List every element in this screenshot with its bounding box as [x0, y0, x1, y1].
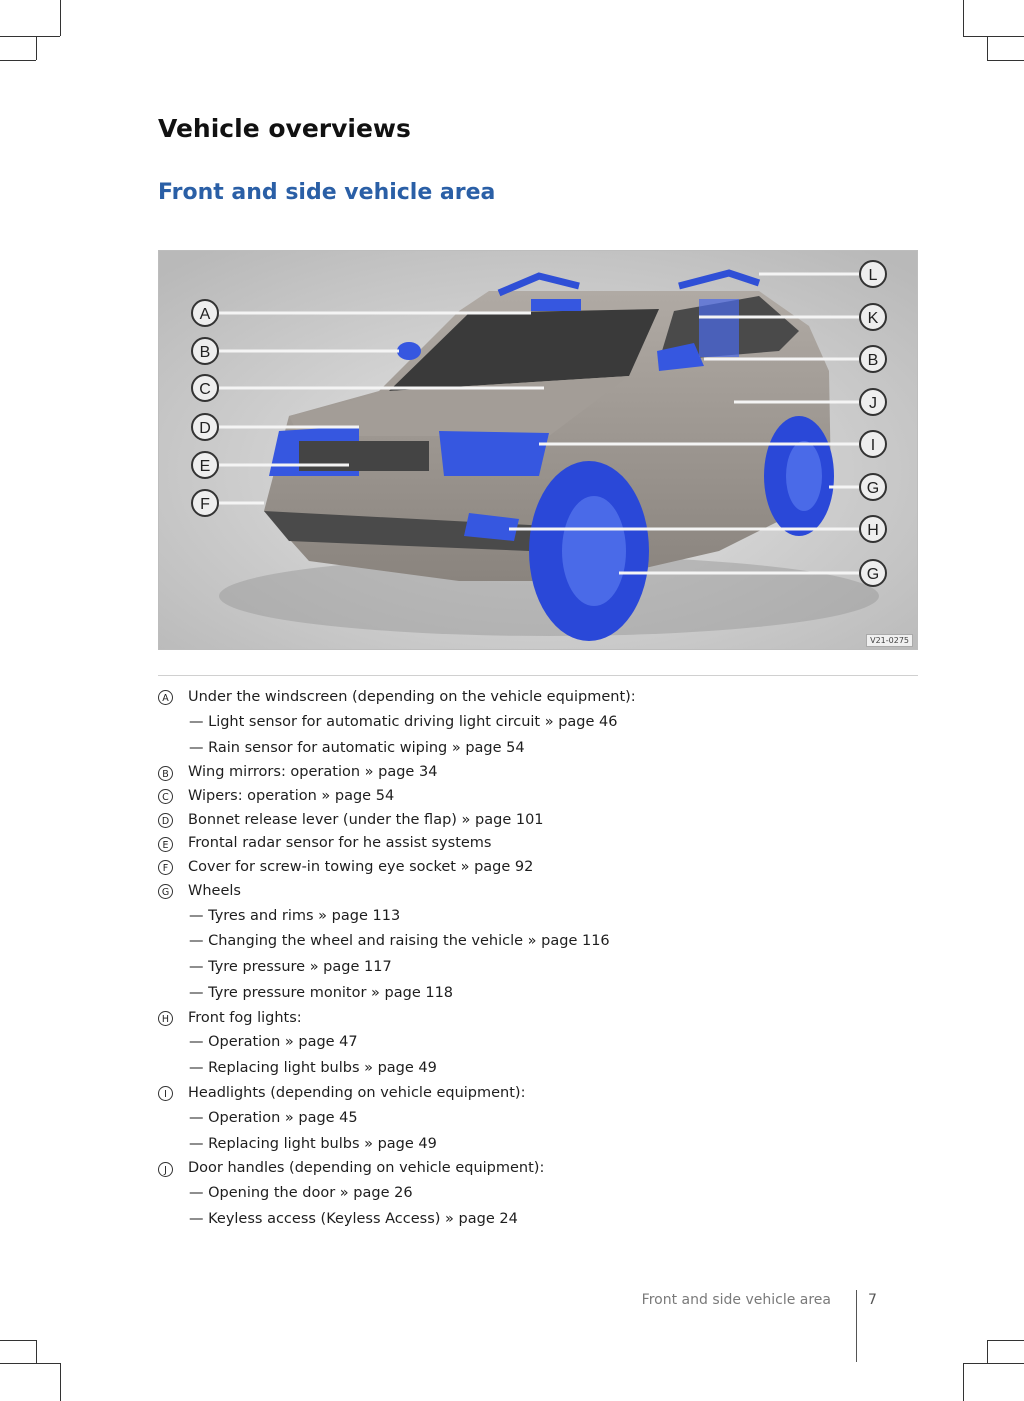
- legend-sub-item: — Tyre pressure monitor » page 118: [158, 981, 918, 1007]
- legend-text: Wheels: [188, 882, 241, 899]
- legend-item: [158, 880, 918, 904]
- crop-mark: [963, 1363, 1024, 1364]
- crop-mark: [0, 1363, 60, 1364]
- crop-mark: [963, 36, 1024, 37]
- legend-sub-item: — Changing the wheel and raising the vehicle » page 116: [158, 929, 918, 955]
- svg-text:A: A: [199, 306, 211, 323]
- legend-sub-item: — Tyres and rims » page 113: [158, 904, 918, 930]
- callout-L: [860, 261, 886, 287]
- svg-text:G: G: [866, 566, 880, 583]
- legend-sub-item: — Replacing light bulbs » page 49: [158, 1132, 918, 1158]
- legend-text: Headlights (depending on vehicle equipment):: [188, 1085, 526, 1101]
- svg-text:D: D: [199, 420, 211, 437]
- svg-text:B: B: [199, 344, 211, 361]
- legend-item: [158, 1007, 918, 1031]
- legend-text: Front fog lights:: [188, 1009, 302, 1026]
- legend-sub-item: — Light sensor for automatic driving light circuit » page 46: [158, 710, 918, 736]
- crop-mark: [987, 60, 1024, 61]
- legend-text: Frontal radar sensor for he assist systems: [188, 835, 492, 852]
- svg-text:L: L: [868, 267, 878, 284]
- callout-K: [860, 304, 886, 330]
- callout-I: [860, 431, 886, 457]
- legend-text: Bonnet release lever (under the flap) » page 101: [188, 811, 544, 828]
- figure-code: V21-0275: [866, 634, 913, 647]
- separator: [158, 675, 918, 676]
- crop-mark: [60, 0, 61, 36]
- svg-text:J: J: [869, 395, 877, 412]
- letter-badge: H: [158, 1011, 173, 1026]
- callout-J: [860, 389, 886, 415]
- crop-mark: [36, 36, 37, 60]
- crop-mark: [36, 1340, 37, 1364]
- legend-sub-item: — Opening the door » page 26: [158, 1181, 918, 1207]
- callout-A: [192, 300, 218, 326]
- letter-badge: I: [158, 1086, 173, 1101]
- callout-C: [192, 375, 218, 401]
- legend-sub-item: — Rain sensor for automatic wiping » page 54: [158, 736, 918, 762]
- callout-G-lower: [860, 560, 886, 586]
- letter-badge: B: [158, 766, 173, 781]
- callout-G: [860, 474, 886, 500]
- letter-badge: J: [158, 1162, 173, 1177]
- callout-B-right: [860, 346, 886, 372]
- svg-text:G: G: [866, 480, 880, 497]
- crop-mark: [987, 1340, 1024, 1341]
- legend-item: [158, 832, 918, 856]
- legend-text: Under the windscreen (depending on the vehicle equipment):: [188, 689, 636, 705]
- crop-mark: [0, 60, 36, 61]
- page-title: Vehicle overviews: [158, 114, 411, 143]
- legend-item: [158, 856, 918, 880]
- callout-B: [192, 338, 218, 364]
- legend-sub-item: — Keyless access (Keyless Access) » page 24: [158, 1207, 918, 1233]
- letter-badge: E: [158, 837, 173, 852]
- legend-item: [158, 1157, 918, 1181]
- legend-sub-item: — Operation » page 47: [158, 1030, 918, 1056]
- svg-text:H: H: [867, 522, 879, 539]
- svg-text:E: E: [199, 458, 211, 475]
- svg-text:I: I: [870, 437, 876, 454]
- legend-item: [158, 809, 918, 833]
- legend-item: [158, 785, 918, 809]
- vehicle-figure: [158, 250, 918, 650]
- svg-text:K: K: [867, 310, 879, 327]
- callout-F: [192, 490, 218, 516]
- letter-badge: G: [158, 884, 173, 899]
- callout-D: [192, 414, 218, 440]
- legend-list: [158, 686, 918, 1233]
- crop-mark: [0, 36, 60, 37]
- section-heading: Front and side vehicle area: [158, 180, 496, 205]
- footer-section-title: Front and side vehicle area: [641, 1292, 831, 1308]
- svg-text:C: C: [199, 381, 211, 398]
- legend-text: Cover for screw-in towing eye socket » page 92: [188, 859, 534, 876]
- letter-badge: A: [158, 690, 173, 705]
- crop-mark: [987, 1340, 988, 1364]
- legend-sub-item: — Replacing light bulbs » page 49: [158, 1056, 918, 1082]
- legend-sub-item: — Tyre pressure » page 117: [158, 955, 918, 981]
- legend-text: Wipers: operation » page 54: [188, 788, 395, 804]
- legend-text: Wing mirrors: operation » page 34: [188, 764, 438, 781]
- svg-text:F: F: [200, 496, 210, 513]
- svg-text:B: B: [867, 352, 879, 369]
- crop-mark: [987, 36, 988, 60]
- vehicle-illustration: [159, 251, 918, 650]
- letter-badge: C: [158, 789, 173, 804]
- crop-mark: [963, 0, 964, 36]
- crop-mark: [0, 1340, 36, 1341]
- letter-badge: F: [158, 860, 173, 875]
- crop-mark: [963, 1363, 964, 1401]
- callout-H: [860, 516, 886, 542]
- legend-item: [158, 686, 918, 710]
- crop-mark: [60, 1363, 61, 1401]
- legend-sub-item: — Operation » page 45: [158, 1106, 918, 1132]
- page-number: 7: [868, 1292, 877, 1308]
- callout-E: [192, 452, 218, 478]
- legend-item: [158, 761, 918, 785]
- letter-badge: D: [158, 813, 173, 828]
- footer-divider: [856, 1290, 857, 1362]
- legend-item: [158, 1082, 918, 1106]
- legend-text: Door handles (depending on vehicle equipment):: [188, 1160, 545, 1177]
